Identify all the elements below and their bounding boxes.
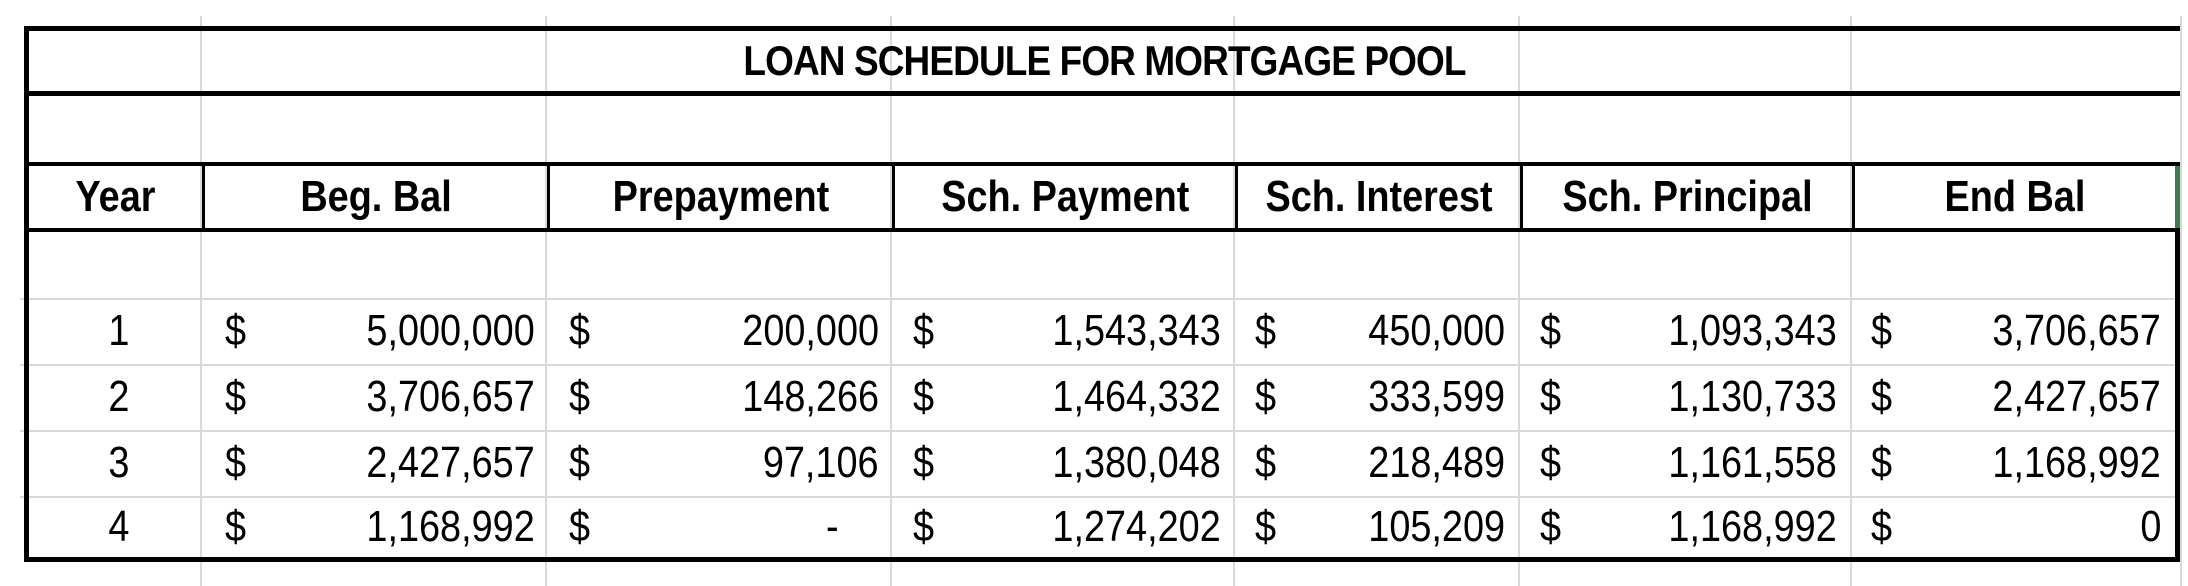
sch-principal-value: 1,161,558 bbox=[1668, 438, 1837, 487]
end-bal-value: 0 bbox=[2139, 501, 2161, 551]
currency-symbol: $ bbox=[1870, 306, 1892, 355]
sch-payment-value: 1,464,332 bbox=[1052, 372, 1222, 421]
currency-symbol: $ bbox=[912, 438, 935, 487]
currency-symbol: $ bbox=[1255, 438, 1277, 487]
header-sch-principal[interactable] bbox=[1523, 166, 1855, 228]
beg-bal-value: 3,706,657 bbox=[366, 372, 535, 421]
beg-bal-cell[interactable] bbox=[205, 496, 549, 557]
currency-symbol: $ bbox=[1255, 306, 1277, 355]
currency-symbol: $ bbox=[1539, 438, 1561, 487]
prepayment-value: 200,000 bbox=[742, 306, 879, 355]
header-label: End Bal bbox=[1944, 172, 2086, 221]
year-cell[interactable] bbox=[29, 364, 205, 430]
header-sch-payment[interactable] bbox=[895, 166, 1238, 228]
beg-bal-value: 2,427,657 bbox=[366, 438, 535, 487]
header-label: Sch. Principal bbox=[1562, 172, 1813, 221]
currency-symbol: $ bbox=[1255, 501, 1277, 551]
end-bal-cell[interactable] bbox=[1851, 430, 2175, 496]
prepayment-cell[interactable] bbox=[549, 496, 893, 557]
table-row bbox=[24, 364, 2180, 430]
blank-row[interactable] bbox=[24, 232, 2180, 298]
end-bal-cell[interactable] bbox=[1851, 298, 2175, 364]
sch-payment-value: 1,274,202 bbox=[1052, 501, 1222, 551]
currency-symbol: $ bbox=[912, 501, 935, 551]
sch-payment-value: 1,380,048 bbox=[1052, 438, 1222, 487]
beg-bal-cell[interactable] bbox=[205, 430, 549, 496]
sch-interest-value: 450,000 bbox=[1368, 306, 1506, 355]
beg-bal-value: 5,000,000 bbox=[366, 306, 535, 355]
header-prepayment[interactable] bbox=[550, 166, 895, 228]
year-value: 1 bbox=[107, 306, 130, 355]
currency-symbol: $ bbox=[912, 306, 935, 355]
currency-symbol: $ bbox=[1870, 438, 1892, 487]
loan-schedule-sheet bbox=[24, 26, 2180, 562]
header-label: Sch. Interest bbox=[1265, 172, 1493, 221]
sch-principal-cell[interactable] bbox=[1520, 364, 1851, 430]
sch-payment-cell[interactable] bbox=[893, 496, 1235, 557]
currency-symbol: $ bbox=[1539, 306, 1561, 355]
sch-interest-value: 105,209 bbox=[1368, 501, 1506, 551]
sch-payment-cell[interactable] bbox=[893, 430, 1235, 496]
year-cell[interactable] bbox=[29, 496, 205, 557]
table-header-row bbox=[24, 162, 2180, 232]
blank-row[interactable] bbox=[24, 96, 2180, 162]
currency-symbol: $ bbox=[568, 306, 590, 355]
prepayment-value: - bbox=[826, 501, 839, 551]
sch-interest-value: 333,599 bbox=[1368, 372, 1506, 421]
year-cell[interactable] bbox=[29, 430, 205, 496]
currency-symbol: $ bbox=[568, 501, 590, 551]
header-label: Year bbox=[75, 172, 156, 221]
header-label: Sch. Payment bbox=[940, 172, 1190, 221]
header-end-bal[interactable] bbox=[1855, 166, 2180, 228]
table-row bbox=[24, 496, 2180, 562]
title-row[interactable] bbox=[24, 26, 2180, 96]
header-beg-bal[interactable] bbox=[205, 166, 550, 228]
table-row bbox=[24, 430, 2180, 496]
prepayment-cell[interactable] bbox=[549, 298, 893, 364]
sch-payment-cell[interactable] bbox=[893, 364, 1235, 430]
end-bal-value: 3,706,657 bbox=[1992, 306, 2161, 355]
currency-symbol: $ bbox=[1539, 372, 1561, 421]
table-row bbox=[24, 298, 2180, 364]
sch-principal-cell[interactable] bbox=[1520, 496, 1851, 557]
currency-symbol: $ bbox=[1870, 501, 1892, 551]
header-label: Prepayment bbox=[612, 172, 830, 221]
sch-payment-cell[interactable] bbox=[893, 298, 1235, 364]
sch-interest-cell[interactable] bbox=[1235, 496, 1519, 557]
currency-symbol: $ bbox=[1539, 501, 1561, 551]
beg-bal-cell[interactable] bbox=[205, 298, 549, 364]
prepayment-value: 148,266 bbox=[742, 372, 879, 421]
sheet-title bbox=[158, 31, 2051, 91]
currency-symbol: $ bbox=[912, 372, 935, 421]
header-year[interactable] bbox=[29, 166, 205, 228]
currency-symbol: $ bbox=[224, 372, 246, 421]
currency-symbol: $ bbox=[224, 438, 246, 487]
currency-symbol: $ bbox=[568, 438, 590, 487]
year-value: 4 bbox=[107, 501, 130, 551]
sch-interest-value: 218,489 bbox=[1368, 438, 1506, 487]
beg-bal-cell[interactable] bbox=[205, 364, 549, 430]
currency-symbol: $ bbox=[224, 501, 246, 551]
sch-interest-cell[interactable] bbox=[1235, 430, 1519, 496]
gridline bbox=[2180, 16, 2182, 586]
end-bal-cell[interactable] bbox=[1851, 364, 2175, 430]
header-sch-interest[interactable] bbox=[1238, 166, 1523, 228]
year-value: 3 bbox=[107, 438, 130, 487]
prepayment-cell[interactable] bbox=[549, 430, 893, 496]
sch-interest-cell[interactable] bbox=[1235, 298, 1519, 364]
sch-payment-value: 1,543,343 bbox=[1052, 306, 1222, 355]
year-value: 2 bbox=[107, 372, 130, 421]
end-bal-value: 2,427,657 bbox=[1992, 372, 2161, 421]
sch-interest-cell[interactable] bbox=[1235, 364, 1519, 430]
sheet-title-text: LOAN SCHEDULE FOR MORTGAGE POOL bbox=[743, 37, 1466, 84]
prepayment-cell[interactable] bbox=[549, 364, 893, 430]
currency-symbol: $ bbox=[1255, 372, 1277, 421]
sch-principal-value: 1,093,343 bbox=[1668, 306, 1837, 355]
sch-principal-cell[interactable] bbox=[1520, 430, 1851, 496]
end-bal-value: 1,168,992 bbox=[1992, 438, 2161, 487]
header-label: Beg. Bal bbox=[300, 172, 452, 221]
prepayment-value: 97,106 bbox=[763, 438, 879, 487]
beg-bal-value: 1,168,992 bbox=[366, 501, 535, 551]
sch-principal-value: 1,168,992 bbox=[1668, 501, 1837, 551]
currency-symbol: $ bbox=[568, 372, 590, 421]
currency-symbol: $ bbox=[224, 306, 246, 355]
end-bal-cell[interactable] bbox=[1851, 496, 2175, 557]
year-cell[interactable] bbox=[29, 298, 205, 364]
currency-symbol: $ bbox=[1870, 372, 1892, 421]
sch-principal-value: 1,130,733 bbox=[1668, 372, 1837, 421]
sch-principal-cell[interactable] bbox=[1520, 298, 1851, 364]
